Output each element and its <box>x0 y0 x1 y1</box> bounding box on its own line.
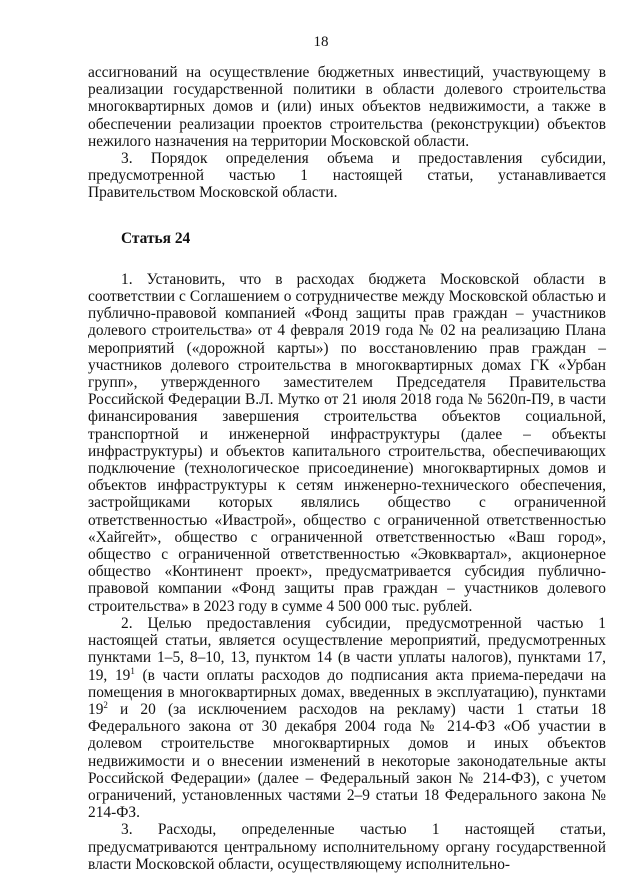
article-point-2-paragraph <box>88 615 606 821</box>
article-point-2-text-a: 2. Целью предоставления субсидии, предусмотренной частью 1 настоящей статьи, является осуществление мероприятий, предусмотренных пунктами 1–5, 8–10, 13, пунктом 14 (в части уплаты налогов), пунктами 17, 19, 19 <box>88 614 606 684</box>
intro-point-3-paragraph: 3. Порядок определения объема и предоставления субсидии, предусмотренной частью 1 настоящей статьи, устанавливается Правительством Московской области. <box>88 150 606 202</box>
article-point-1-paragraph: 1. Установить, что в расходах бюджета Московской области в соответствии с Соглашением о сотрудничестве между Московской областью и публично-правовой компанией «Фонд защиты прав граждан – участников долевого строительства» от 4 февраля 2019 года № 02 на реализацию Плана мероприятий («дорожной карты») по восстановлению прав граждан – участников долевого строительства в многоквартирных домах ГК «Урбан групп», утвержденного заместителем Председателя Правительства Российской Федерации В.Л. Мутко от 21 июля 2018 года № 5620п-П9, в части финансирования завершения строительства объектов социальной, транспортной и инженерной инфраструктуры (далее – объекты инфраструктуры) и объектов капитального строительства, обеспечивающих подключение (технологическое присоединение) многоквартирных домов и объектов инфраструктуры к сетям инженерно-технического обеспечения, застройщиками которых являлись общество с ограниченной ответственностью «Ивастрой», общество с ограниченной ответственностью «Хайгейт», общество с ограниченной ответственностью «Ваш город», общество с ограниченной ответственностью «Эковквартал», акционерное общество «Континент проект», предусматривается субсидия публично-правовой компании «Фонд защиты прав граждан – участников долевого строительства» в 2023 году в сумме 4 500 000 тыс. рублей. <box>88 270 606 615</box>
superscript-2: 2 <box>103 699 108 710</box>
intro-continuation-paragraph: ассигнований на осуществление бюджетных инвестиций, участвующему в реализации государственной политики в области долевого строительства многоквартирных домов и (или) иных объектов недвижимости, а также в обеспечении реализации проектов строительства (реконструкции) объектов нежилого назначения на территории Московской области. <box>88 64 606 150</box>
article-point-2-text-c: и 20 (за исключением расходов на рекламу) части 1 статьи 18 Федерального закона от 30 декабря 2004 года № 214-ФЗ «Об участии в долевом строительстве многоквартирных домов и иных объектов недвижимости и о внесении изменений в некоторые законодательные акты Российской Федерации» (далее – Федеральный закон № 214-ФЗ), с учетом ограничений, установленных частями 2–9 статьи 18 Федерального закона № 214-ФЗ. <box>88 700 606 822</box>
page-number: 18 <box>313 34 329 50</box>
article-point-3-paragraph: 3. Расходы, определенные частью 1 настоящей статьи, предусматриваются центральному исполнительному органу государственной власти Московской области, осуществляющему исполнительно- <box>88 821 606 873</box>
article-title: Статья 24 <box>121 229 191 247</box>
article-point-2-text-b: (в части оплаты расходов до подписания акта приема-передачи на помещения в многоквартирных домах, введенных в эксплуатацию), пунктами 19 <box>88 666 606 718</box>
superscript-1: 1 <box>130 665 135 676</box>
